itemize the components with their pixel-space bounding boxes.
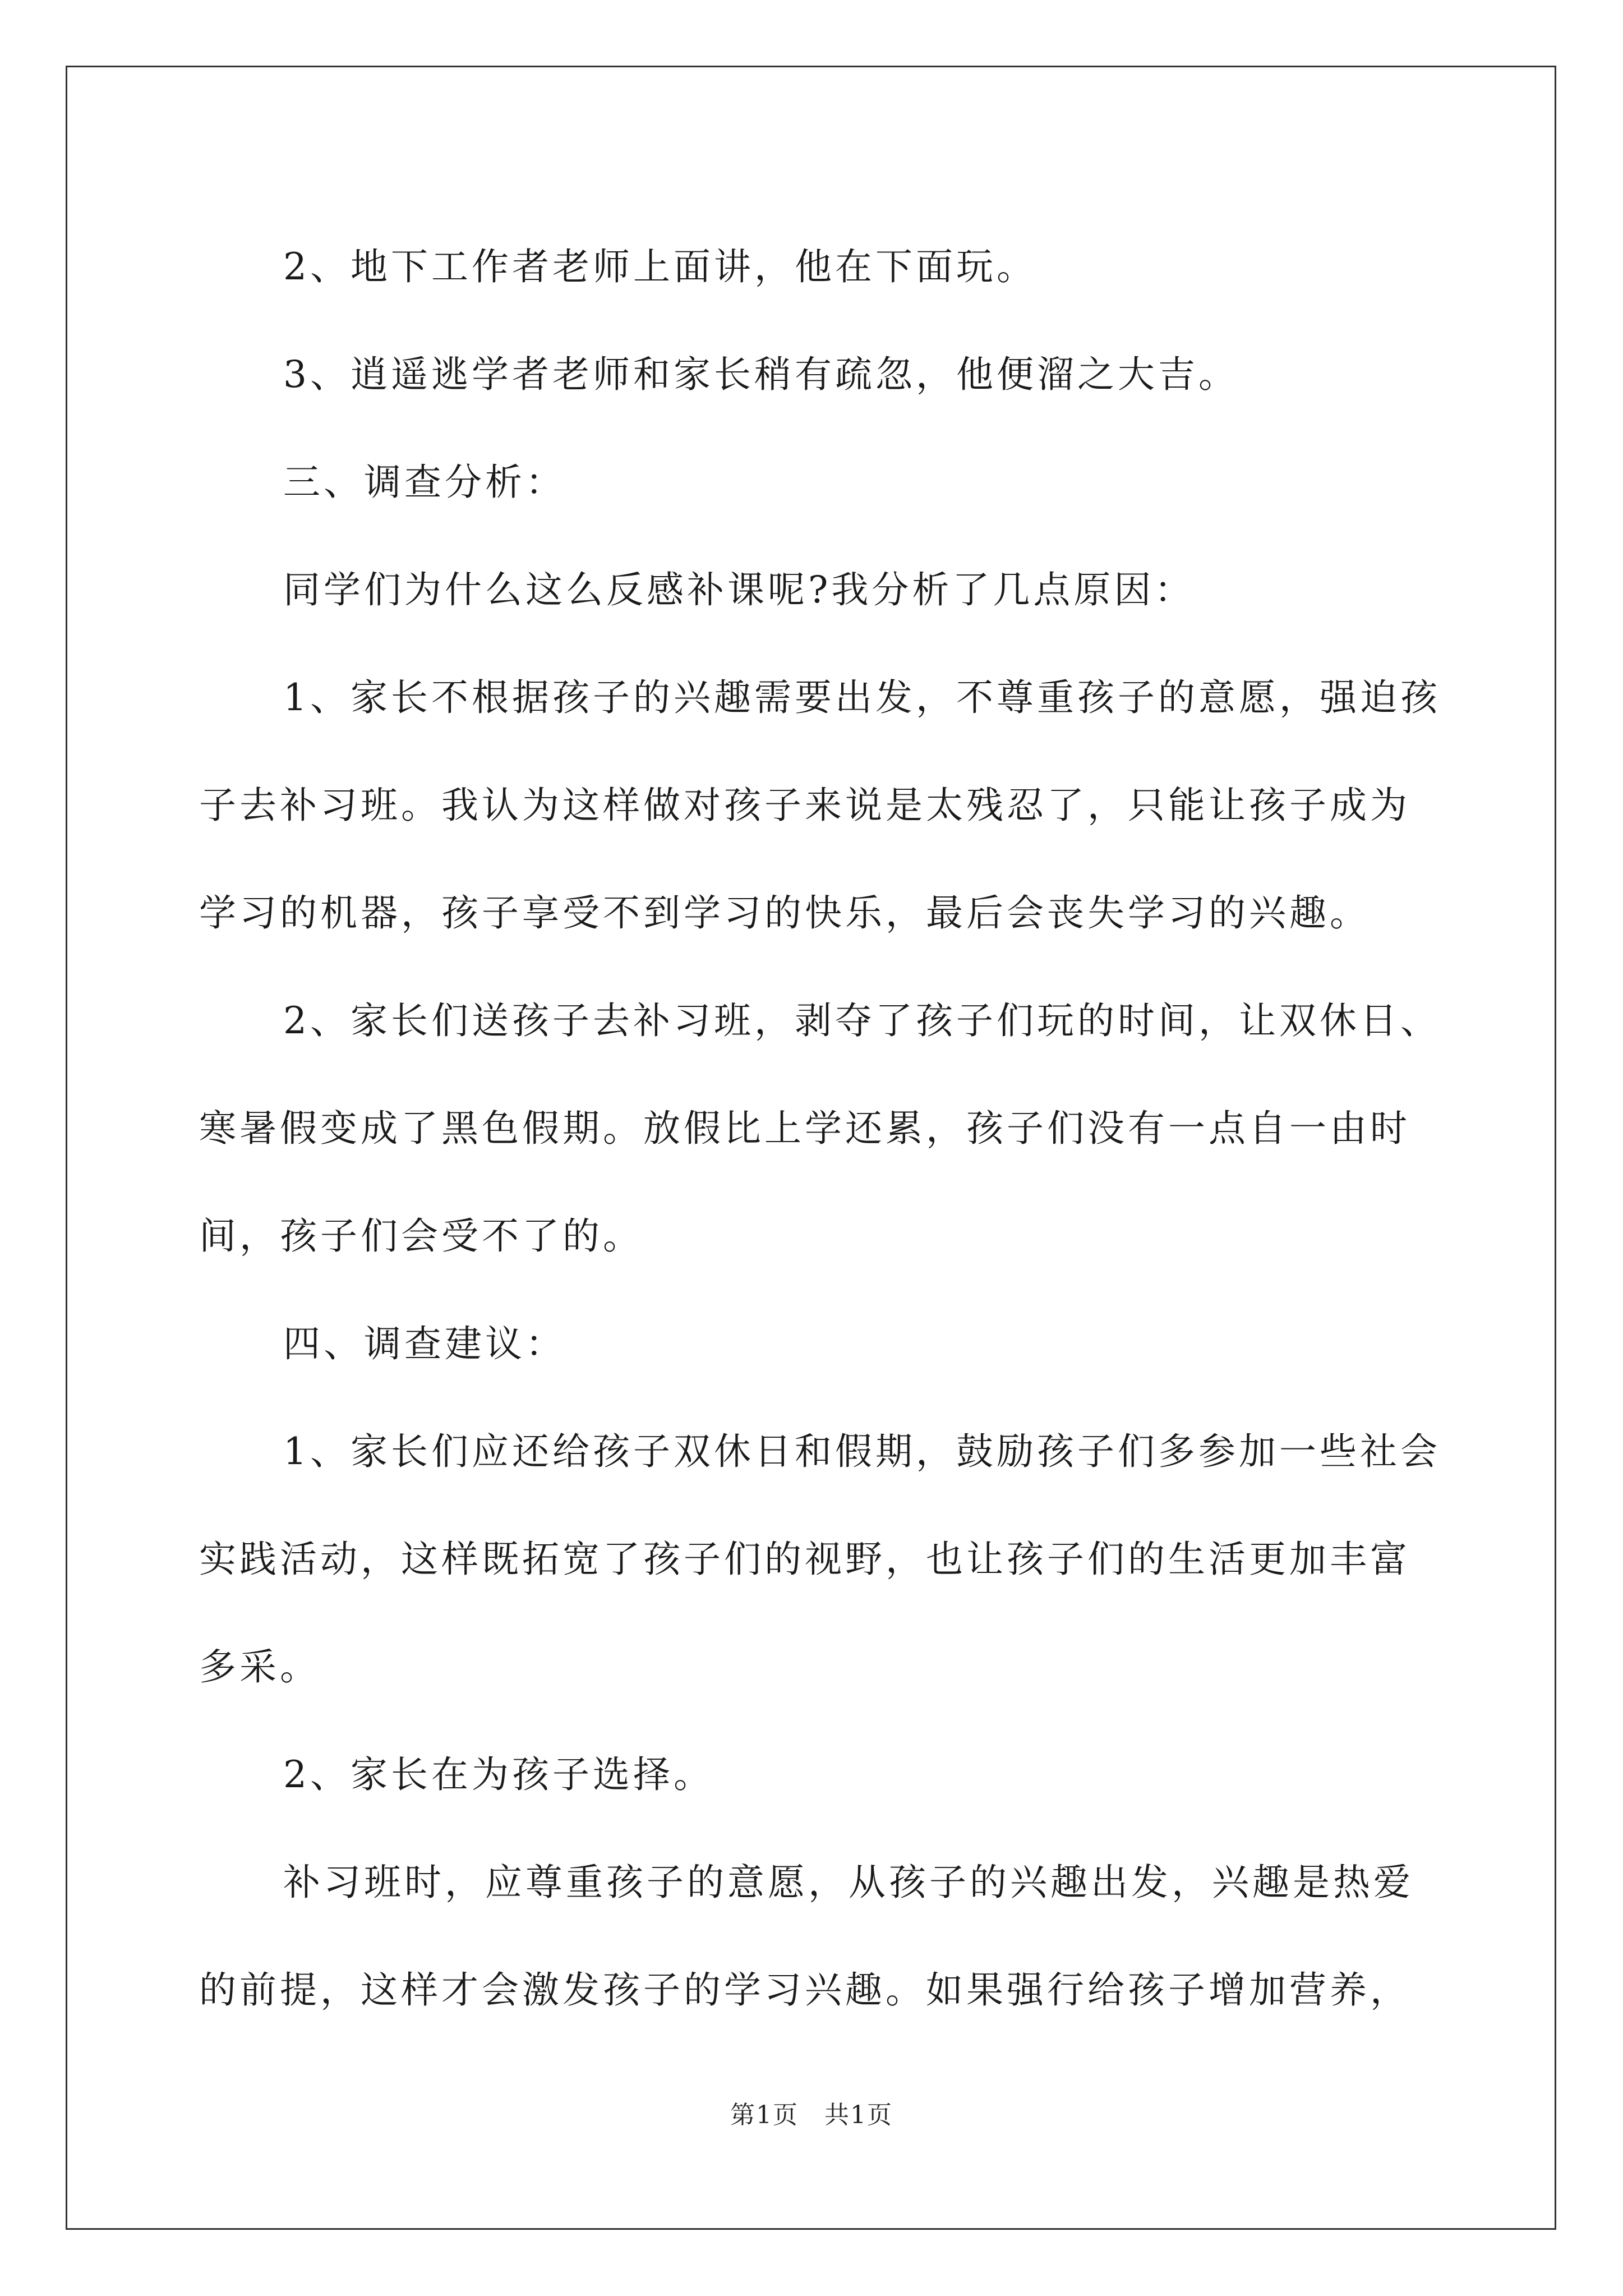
- section-heading: 四、调查建议：: [283, 1322, 566, 1365]
- page-footer: 第1页 共1页: [730, 2101, 893, 2129]
- paragraph: 补习班时，应尊重孩子的意愿，从孩子的兴趣出发，兴趣是热爱的前提，这样才会激发孩子的学习兴趣。如果强行给孩子增加营养，: [199, 1861, 1414, 2012]
- paragraph: 2、地下工作者老师上面讲，他在下面玩。: [283, 245, 1037, 288]
- document-body: [199, 213, 1444, 2044]
- paragraph: 1、家长不根据孩子的兴趣需要出发，不尊重孩子的意愿，强迫孩子去补习班。我认为这样做对孩子来说是太残忍了，只能让孩子成为学习的机器，孩子享受不到学习的快乐，最后会丧失学习的兴趣。: [199, 676, 1441, 935]
- paragraph: 2、家长们送孩子去补习班，剥夺了孩子们玩的时间，让双休日、寒暑假变成了黑色假期。放假比上学还累，孩子们没有一点自一由时间，孩子们会受不了的。: [199, 999, 1441, 1258]
- paragraph: 3、逍遥逃学者老师和家长稍有疏忽，他便溜之大吉。: [283, 353, 1239, 396]
- paragraph: 2、家长在为孩子选择。: [283, 1753, 714, 1796]
- paragraph: 同学们为什么这么反感补课呢?我分析了几点原因：: [283, 568, 1195, 611]
- section-heading: 三、调查分析：: [283, 461, 566, 504]
- paragraph: 1、家长们应还给孩子双休日和假期，鼓励孩子们多参加一些社会实践活动，这样既拓宽了孩子们的视野，也让孩子们的生活更加丰富多采。: [199, 1430, 1441, 1688]
